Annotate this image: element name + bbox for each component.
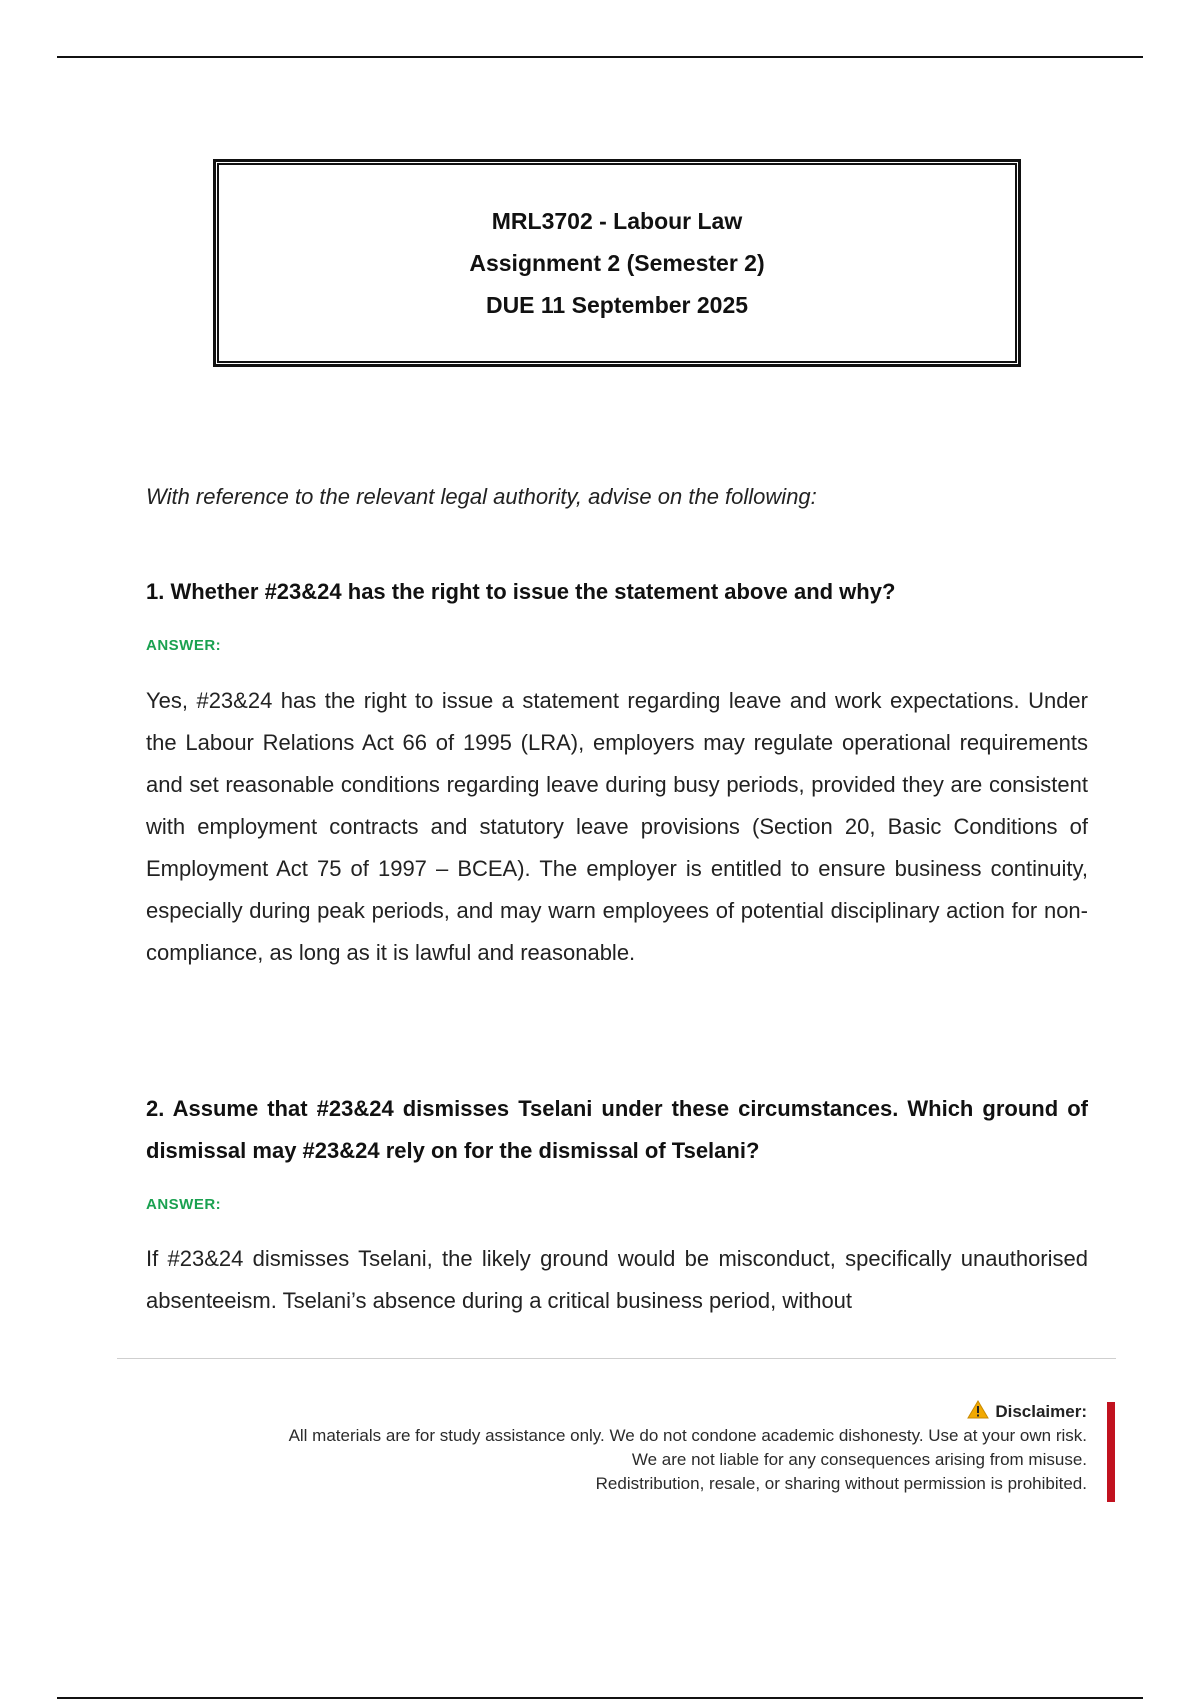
footer-separator bbox=[117, 1358, 1116, 1359]
warning-icon bbox=[967, 1400, 989, 1419]
question-1: 1. Whether #23&24 has the right to issue the statement above and why? bbox=[146, 579, 896, 604]
course-title: MRL3702 - Labour Law bbox=[491, 208, 743, 234]
disclaimer-heading bbox=[180, 1400, 1087, 1424]
disclaimer-line-2: We are not liable for any consequences arising from misuse. bbox=[631, 1450, 1087, 1469]
due-date: DUE 11 September 2025 bbox=[485, 292, 749, 318]
disclaimer-line-1: All materials are for study assistance only. We do not condone academic dishonesty. Use at your own risk. bbox=[288, 1426, 1087, 1445]
answer-1: Yes, #23&24 has the right to issue a statement regarding leave and work expectations. Under the Labour Relations Act 66 of 1995 (LRA), employers may regulate operational requirements and set reasonable conditions regarding leave during busy periods, provided they are consistent with employment contracts and statutory leave provisions (Section 20, Basic Conditions of Employment Act 75 of 1997 – BCEA). The employer is entitled to ensure business continuity, especially during peak periods, and may warn employees of potential disciplinary action for non-compliance, as long as it is lawful and reasonable. bbox=[146, 688, 1088, 965]
answer-2: If #23&24 dismisses Tselani, the likely ground would be misconduct, specifically unauthorised absenteeism. Tselani’s absence during a critical business period, without bbox=[146, 1246, 1088, 1313]
answer-label-2: ANSWER: bbox=[146, 1196, 222, 1213]
bottom-rule bbox=[57, 1697, 1143, 1699]
assignment-title: Assignment 2 (Semester 2) bbox=[469, 250, 765, 276]
answer-label-1: ANSWER: bbox=[146, 637, 222, 654]
disclaimer-title: Disclaimer: bbox=[995, 1402, 1087, 1421]
disclaimer-accent-bar bbox=[1107, 1402, 1115, 1502]
title-box bbox=[214, 160, 1020, 366]
intro-instruction: With reference to the relevant legal authority, advise on the following: bbox=[146, 484, 817, 509]
question-2: 2. Assume that #23&24 dismisses Tselani under these circumstances. Which ground of dismissal may #23&24 rely on for the dismissal of Tselani? bbox=[146, 1096, 1088, 1163]
top-rule bbox=[57, 56, 1143, 58]
disclaimer-line-3: Redistribution, resale, or sharing without permission is prohibited. bbox=[595, 1474, 1087, 1493]
disclaimer bbox=[180, 1400, 1087, 1496]
